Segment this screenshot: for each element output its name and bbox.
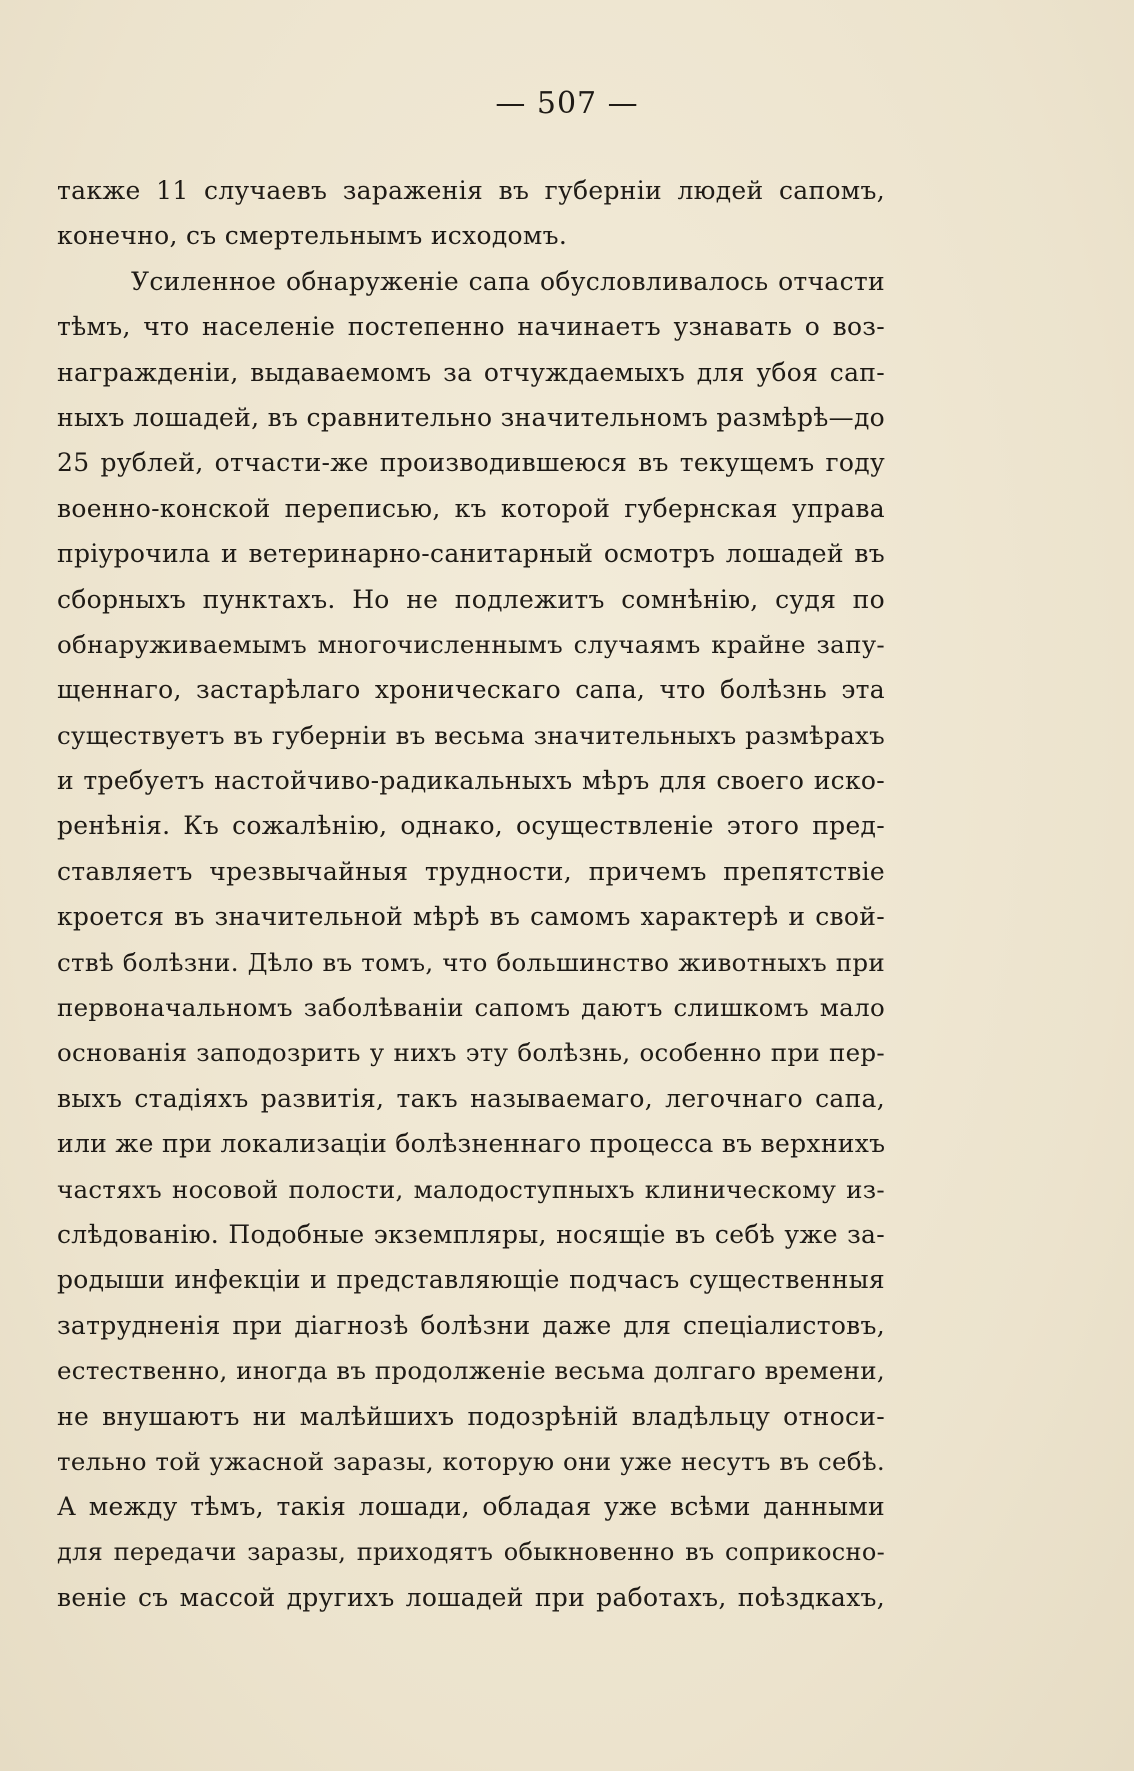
page-number: — 507 — — [495, 86, 639, 121]
text-line: обнаруживаемымъ многочисленнымъ случаямъ крайне запу- — [57, 629, 885, 659]
text-line: слѣдованію. Подобные экземпляры, носящіе въ себѣ уже за- — [57, 1219, 885, 1249]
text-line: Усиленное обнаруженіе сапа обусловливалось отчасти — [131, 266, 885, 296]
text-line: основанія заподозрить у нихъ эту болѣзнь, особенно при пер- — [57, 1038, 885, 1068]
text-line: ставляетъ чрезвычайныя трудности, причемъ препятствіе — [57, 856, 885, 886]
text-line: 25 рублей, отчасти-же производившеюся въ текущемъ году — [57, 448, 885, 478]
text-line: не внушаютъ ни малѣйшихъ подозрѣній владѣльцу относи- — [57, 1401, 885, 1431]
text-line: частяхъ носовой полости, малодоступныхъ клиническому из- — [57, 1174, 885, 1204]
text-line: также 11 случаевъ зараженія въ губерніи людей сапомъ, — [57, 176, 885, 205]
text-line: А между тѣмъ, такія лошади, обладая уже всѣми данными — [57, 1492, 885, 1522]
body-text — [57, 168, 885, 1621]
text-line: награжденіи, выдаваемомъ за отчуждаемыхъ для убоя сап- — [57, 357, 885, 387]
text-line: или же при локализаціи болѣзненнаго процесса въ верхнихъ — [57, 1129, 886, 1159]
text-line: веніе съ массой другихъ лошадей при работахъ, поѣздкахъ, — [57, 1583, 885, 1613]
text-line: тѣмъ, что населеніе постепенно начинаетъ узнавать о воз- — [57, 312, 885, 342]
text-line: пріурочила и ветеринарно-санитарный осмотръ лошадей въ — [57, 539, 885, 569]
text-line: щеннаго, застарѣлаго хроническаго сапа, что болѣзнь эта — [57, 675, 885, 705]
text-line: ствѣ болѣзни. Дѣло въ томъ, что большинство животныхъ при — [57, 947, 885, 977]
text-line: первоначальномъ заболѣваніи сапомъ даютъ слишкомъ мало — [57, 993, 885, 1023]
text-line: и требуетъ настойчиво-радикальныхъ мѣръ для своего иско- — [57, 766, 885, 796]
text-line: тельно той ужасной заразы, которую они уже несутъ въ себѣ. — [57, 1446, 885, 1476]
text-line: существуетъ въ губерніи въ весьма значительныхъ размѣрахъ — [57, 720, 885, 750]
text-line: сборныхъ пунктахъ. Но не подлежитъ сомнѣнію, судя по — [57, 584, 885, 614]
text-line: естественно, иногда въ продолженіе весьма долгаго времени, — [57, 1356, 885, 1386]
text-line: родыши инфекціи и представляющіе подчасъ существенныя — [57, 1265, 885, 1295]
text-line: военно-конской переписью, къ которой губернская управа — [57, 493, 885, 523]
text-line: конечно, съ смертельнымъ исходомъ. — [57, 221, 568, 251]
text-line: ныхъ лошадей, въ сравнительно значительномъ размѣрѣ—до — [57, 402, 885, 432]
text-line: для передачи заразы, приходятъ обыкновенно въ соприкосно- — [57, 1537, 885, 1566]
text-line: кроется въ значительной мѣрѣ въ самомъ характерѣ и свой- — [57, 902, 885, 932]
text-line: ренѣнія. Къ сожалѣнію, однако, осуществленіе этого пред- — [57, 811, 885, 841]
text-line: затрудненія при діагнозѣ болѣзни даже для спеціалистовъ, — [57, 1310, 885, 1340]
text-line: выхъ стадіяхъ развитія, такъ называемаго, легочнаго сапа, — [57, 1083, 885, 1113]
